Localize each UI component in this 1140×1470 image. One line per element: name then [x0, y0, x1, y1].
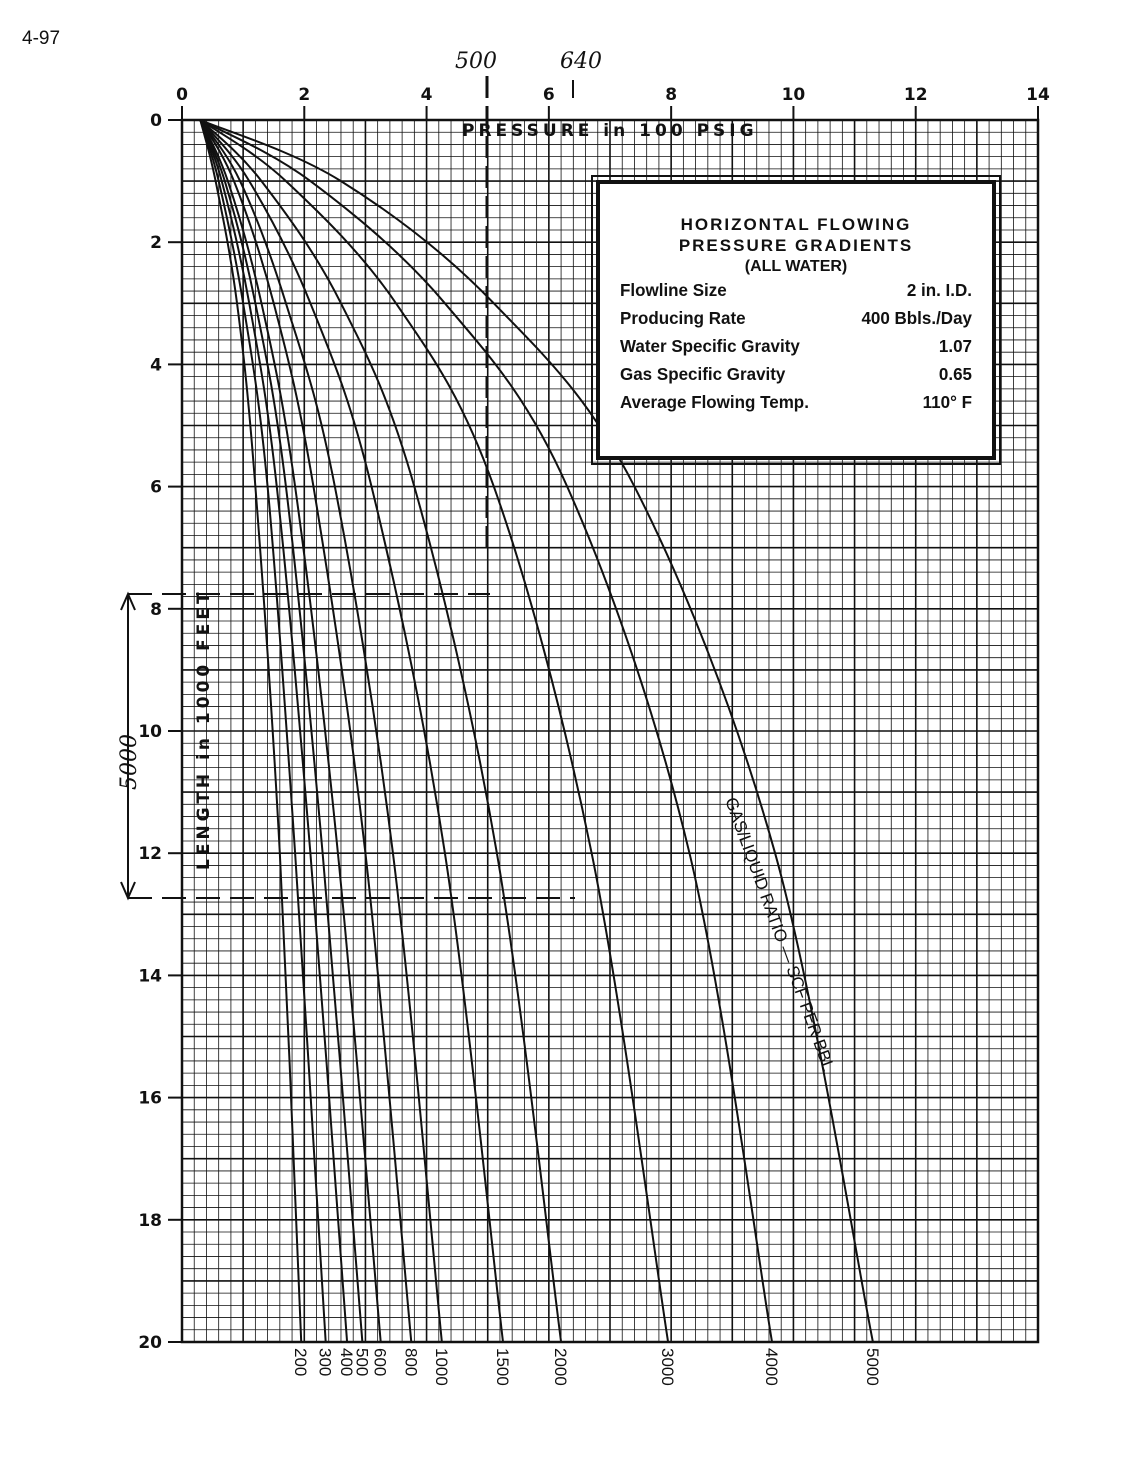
- x-tick-label: 4: [420, 85, 433, 105]
- series-label-5000: 5000: [862, 1348, 882, 1386]
- annotation-640: 640: [560, 49, 602, 74]
- y-tick-label: 6: [150, 477, 162, 498]
- x-tick-label: 8: [665, 85, 678, 105]
- x-axis-title: PRESSURE in 100 PSIG: [462, 121, 758, 141]
- y-tick-label: 10: [138, 722, 162, 742]
- info-subtitle: (ALL WATER): [744, 258, 848, 275]
- page-number: 4-97: [22, 28, 61, 49]
- series-label-800: 800: [401, 1348, 421, 1377]
- x-tick-label: 6: [542, 85, 555, 105]
- info-row-value: 2 in. I.D.: [906, 280, 972, 301]
- y-axis-title: LENGTH in 1000 FEET: [194, 588, 214, 870]
- info-title-line2: PRESSURE GRADIENTS: [678, 236, 914, 255]
- y-tick-label: 2: [150, 233, 162, 254]
- info-row-value: 0.65: [938, 364, 972, 385]
- chart-info-box: [596, 180, 996, 460]
- info-title-line1: HORIZONTAL FLOWING: [680, 215, 912, 234]
- x-tick-label: 14: [1026, 85, 1050, 105]
- info-row-label: Flowline Size: [620, 280, 727, 301]
- info-row-label: Gas Specific Gravity: [620, 364, 786, 385]
- y-tick-label: 20: [138, 1333, 162, 1353]
- series-label-2000: 2000: [551, 1348, 571, 1386]
- info-row-label: Water Specific Gravity: [620, 336, 800, 357]
- info-row: [620, 388, 972, 417]
- x-tick-label: 0: [176, 85, 188, 105]
- series-label-200: 200: [291, 1348, 311, 1377]
- info-row-value: 400 Bbls./Day: [861, 308, 972, 329]
- annotation-5000: 5000: [117, 734, 142, 790]
- x-tick-label: 10: [781, 85, 806, 105]
- info-row: [620, 304, 972, 333]
- series-label-4000: 4000: [762, 1348, 782, 1386]
- series-label-500: 500: [352, 1348, 372, 1377]
- info-row: [620, 276, 972, 305]
- info-row: [620, 360, 972, 389]
- info-row-value: 110° F: [922, 392, 972, 413]
- series-label-600: 600: [370, 1348, 390, 1377]
- info-row-label: Producing Rate: [620, 308, 746, 329]
- y-tick-label: 18: [138, 1210, 162, 1231]
- curve-family-label: GAS/LIQUID RATIO — SCF PER BBL: [721, 794, 839, 1074]
- y-tick-label: 0: [150, 111, 162, 131]
- y-tick-label: 16: [138, 1088, 162, 1109]
- info-row: [620, 332, 972, 361]
- series-label-1000: 1000: [431, 1348, 451, 1386]
- series-label-400: 400: [337, 1348, 357, 1377]
- series-label-300: 300: [315, 1348, 335, 1377]
- y-tick-label: 4: [150, 355, 162, 376]
- y-tick-label: 12: [138, 844, 162, 865]
- series-label-3000: 3000: [658, 1348, 678, 1386]
- y-tick-label: 14: [138, 966, 162, 987]
- y-tick-label: 8: [150, 599, 162, 620]
- info-row-value: 1.07: [938, 336, 972, 357]
- annotation-640-line: [560, 49, 602, 98]
- x-tick-label: 2: [298, 85, 311, 105]
- curve-labels: [291, 1348, 882, 1386]
- series-label-1500: 1500: [493, 1348, 512, 1386]
- annotation-500: 500: [455, 49, 497, 74]
- x-tick-label: 12: [903, 85, 928, 105]
- info-row-label: Average Flowing Temp.: [620, 392, 809, 413]
